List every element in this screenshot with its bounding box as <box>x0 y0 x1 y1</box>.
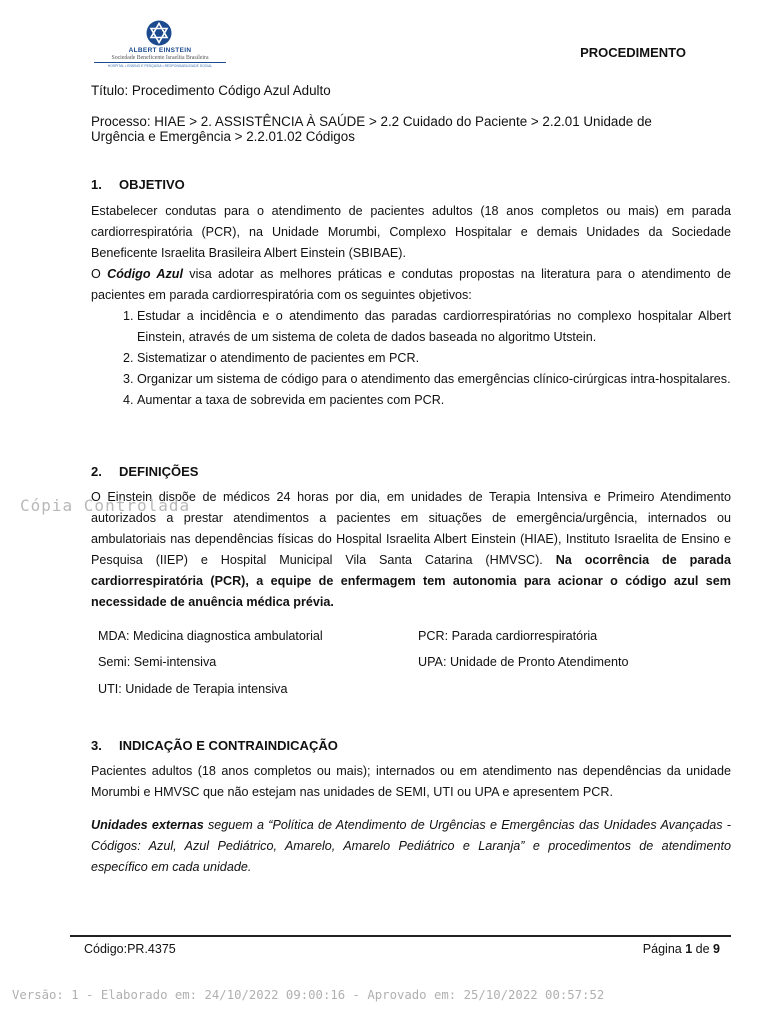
paragraph: Estabelecer condutas para o atendimento de pacientes adultos (18 anos completos ou mais) em parada cardiorrespiratória (PCR), na Unidade Morumbi, Complexo Hospitalar e demais Unidades da Sociedade Beneficente Israelita Brasileira Albert Einstein (SBIBAE). <box>91 204 731 260</box>
section-number: 2. <box>91 464 102 479</box>
section-title: OBJETIVO <box>119 177 185 192</box>
page-of: de <box>695 942 710 956</box>
definition-item: MDA: Medicina diagnostica ambulatorial <box>98 629 323 643</box>
document-code: Código:PR.4375 <box>84 942 176 956</box>
page-label: Página <box>642 942 682 956</box>
page-number <box>643 942 720 956</box>
star-of-david-icon <box>146 20 172 46</box>
definition-item: Semi: Semi-intensiva <box>98 655 217 669</box>
bold-italic-span: Unidades externas <box>91 818 204 832</box>
section1-body <box>91 201 731 411</box>
document-type: PROCEDIMENTO <box>580 45 686 60</box>
page-current: 1 <box>685 942 693 956</box>
definition-item: UTI: Unidade de Terapia intensiva <box>98 682 288 696</box>
text-span: O <box>91 267 108 281</box>
list-item: 3. Organizar um sistema de código para o atendimento das emergências clínico-cirúrgicas intra-hospitalares. <box>137 369 731 390</box>
definition-item: PCR: Parada cardiorrespiratória <box>418 629 598 643</box>
section-title: DEFINIÇÕES <box>119 464 199 479</box>
logo-divider <box>94 62 226 63</box>
section3-body: Pacientes adultos (18 anos completos ou mais); internados ou em atendimento nas dependências da unidade Morumbi e HMVSC que não estejam nas unidades de SEMI, UTI ou UPA e apresentem PCR. <box>91 764 731 799</box>
albert-einstein-logo <box>90 20 230 70</box>
section-heading-objetivo <box>91 177 185 192</box>
section-number: 1. <box>91 177 102 192</box>
logo-tagline: HOSPITAL • ENSINO E PESQUISA • RESPONSABILIDADE SOCIAL <box>107 64 213 68</box>
section3-external-units <box>91 815 731 878</box>
logo-name: ALBERT EINSTEIN <box>128 47 192 54</box>
italic-span: seguem a “Política de Atendimento de Urgências e Emergências das Unidades Avançadas - Códigos: Azul, Azul Pediátrico, Amarelo, Amarelo Pediátrico e Laranja” e procedimentos de atendimento específico em cada unidade. <box>91 818 731 874</box>
section-heading-indicacao <box>91 738 338 753</box>
logo-subtitle: Sociedade Beneficente Israelita Brasileira <box>111 55 209 61</box>
text-span: O Einstein dispõe de médicos 24 horas por dia, em unidades de Terapia Intensiva e Primeiro Atendimento autorizados a prestar atendimentos a pacientes em situações de emergência/urgência, internados ou ambulatoriais nas dependências físicas do Hospital Israelita Albert Einstein (HIAE), Instituto Israelita de Ensino e Pesquisa (IIEP) e Hospital Municipal Vila Santa Catarina (HMVSC). <box>91 490 731 567</box>
document-title: Título: Procedimento Código Azul Adulto <box>91 83 331 98</box>
list-item: 2. Sistematizar o atendimento de pacientes em PCR. <box>137 348 731 369</box>
section-number: 3. <box>91 738 102 753</box>
paragraph <box>91 264 731 306</box>
process-path: Processo: HIAE > 2. ASSISTÊNCIA À SAÚDE > 2.2 Cuidado do Paciente > 2.2.01 Unidade de Urgência e Emergência > 2.2.01.02 Códigos <box>91 114 652 144</box>
page-total: 9 <box>713 942 720 956</box>
section-title: INDICAÇÃO E CONTRAINDICAÇÃO <box>119 738 338 753</box>
text-span: visa adotar as melhores práticas e condutas propostas na literatura para o atendimento de pacientes em parada cardiorrespiratória com os seguintes objetivos: <box>91 267 731 302</box>
definition-item: UPA: Unidade de Pronto Atendimento <box>418 655 629 669</box>
bold-statement: Na ocorrência de parada cardiorrespiratória (PCR), a equipe de enfermagem tem autonomia para acionar o código azul sem necessidade de anuência médica prévia. <box>91 553 731 609</box>
watermark: Cópia Controlada <box>20 496 191 515</box>
objectives-list <box>91 306 731 411</box>
version-line: Versão: 1 - Elaborado em: 24/10/2022 09:00:16 - Aprovado em: 25/10/2022 00:57:52 <box>12 988 605 1002</box>
footer-divider <box>70 935 731 937</box>
list-item: 1. Estudar a incidência e o atendimento das paradas cardiorrespiratórias no complexo hospitalar Albert Einstein, através de um sistema de coleta de dados baseada no algoritmo Utstein. <box>137 306 731 348</box>
list-item: 4. Aumentar a taxa de sobrevida em pacientes com PCR. <box>137 390 731 411</box>
codigo-azul-emphasis: Código Azul <box>107 267 183 281</box>
section-heading-definicoes <box>91 464 198 479</box>
